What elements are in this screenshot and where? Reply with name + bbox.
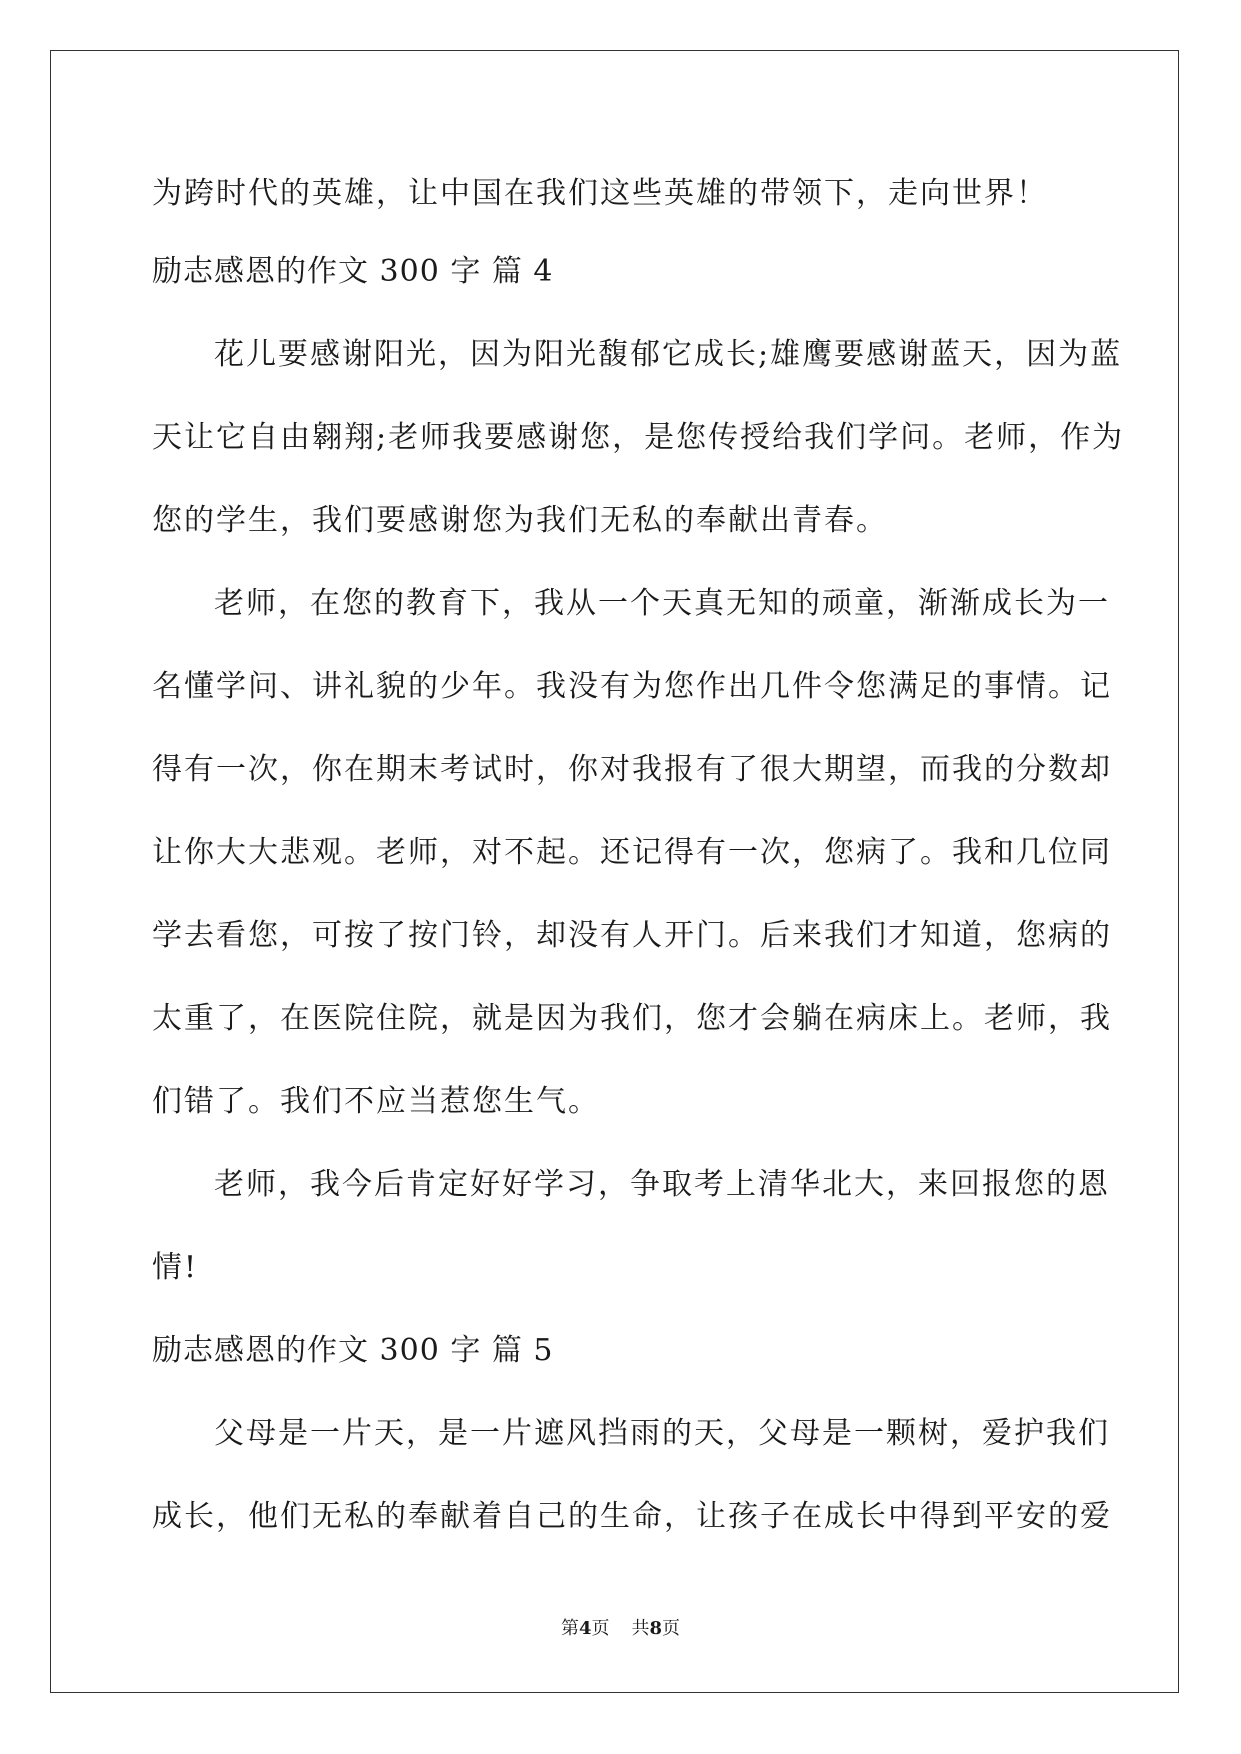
paragraph-line: 太重了，在医院住院，就是因为我们，您才会躺在病床上。老师，我: [152, 1001, 1112, 1036]
paragraph-line: 名懂学问、讲礼貌的少年。我没有为您作出几件令您满足的事情。记: [152, 669, 1112, 704]
paragraph-line: 父母是一片天，是一片遮风挡雨的天，父母是一颗树，爱护我们: [214, 1416, 1110, 1451]
section-heading: 励志感恩的作文 300 字 篇 5: [152, 1333, 554, 1368]
paragraph-line: 天让它自由翱翔;老师我要感谢您，是您传授给我们学问。老师，作为: [152, 420, 1125, 455]
page-suffix: 页: [591, 1618, 610, 1639]
paragraph-line: 学去看您，可按了按门铃，却没有人开门。后来我们才知道，您病的: [152, 918, 1112, 953]
paragraph-line: 让你大大悲观。老师，对不起。还记得有一次，您病了。我和几位同: [152, 835, 1112, 870]
total-prefix: 共: [631, 1618, 650, 1639]
page-footer: [0, 1614, 1241, 1640]
page-number: 4: [578, 1618, 592, 1639]
page-prefix: 第: [560, 1618, 579, 1639]
paragraph-line: 们错了。我们不应当惹您生气。: [152, 1084, 600, 1119]
total-suffix: 页: [662, 1618, 681, 1639]
document-body: [152, 158, 1125, 1558]
paragraph-line: 老师，我今后肯定好好学习，争取考上清华北大，来回报您的恩: [214, 1167, 1110, 1202]
paragraph-line: 花儿要感谢阳光，因为阳光馥郁它成长;雄鹰要感谢蓝天，因为蓝: [214, 337, 1123, 372]
paragraph-line: 得有一次，你在期末考试时，你对我报有了很大期望，而我的分数却: [152, 752, 1112, 787]
paragraph-line: 情!: [152, 1250, 199, 1285]
paragraph-line: 成长，他们无私的奉献着自己的生命，让孩子在成长中得到平安的爱: [152, 1499, 1112, 1534]
paragraph-line: 为跨时代的英雄，让中国在我们这些英雄的带领下，走向世界！: [152, 176, 1048, 211]
section-heading: 励志感恩的作文 300 字 篇 4: [152, 254, 554, 289]
paragraph-line: 您的学生，我们要感谢您为我们无私的奉献出青春。: [152, 503, 888, 538]
total-pages: 8: [649, 1618, 663, 1639]
paragraph-line: 老师，在您的教育下，我从一个天真无知的顽童，渐渐成长为一: [214, 586, 1110, 621]
